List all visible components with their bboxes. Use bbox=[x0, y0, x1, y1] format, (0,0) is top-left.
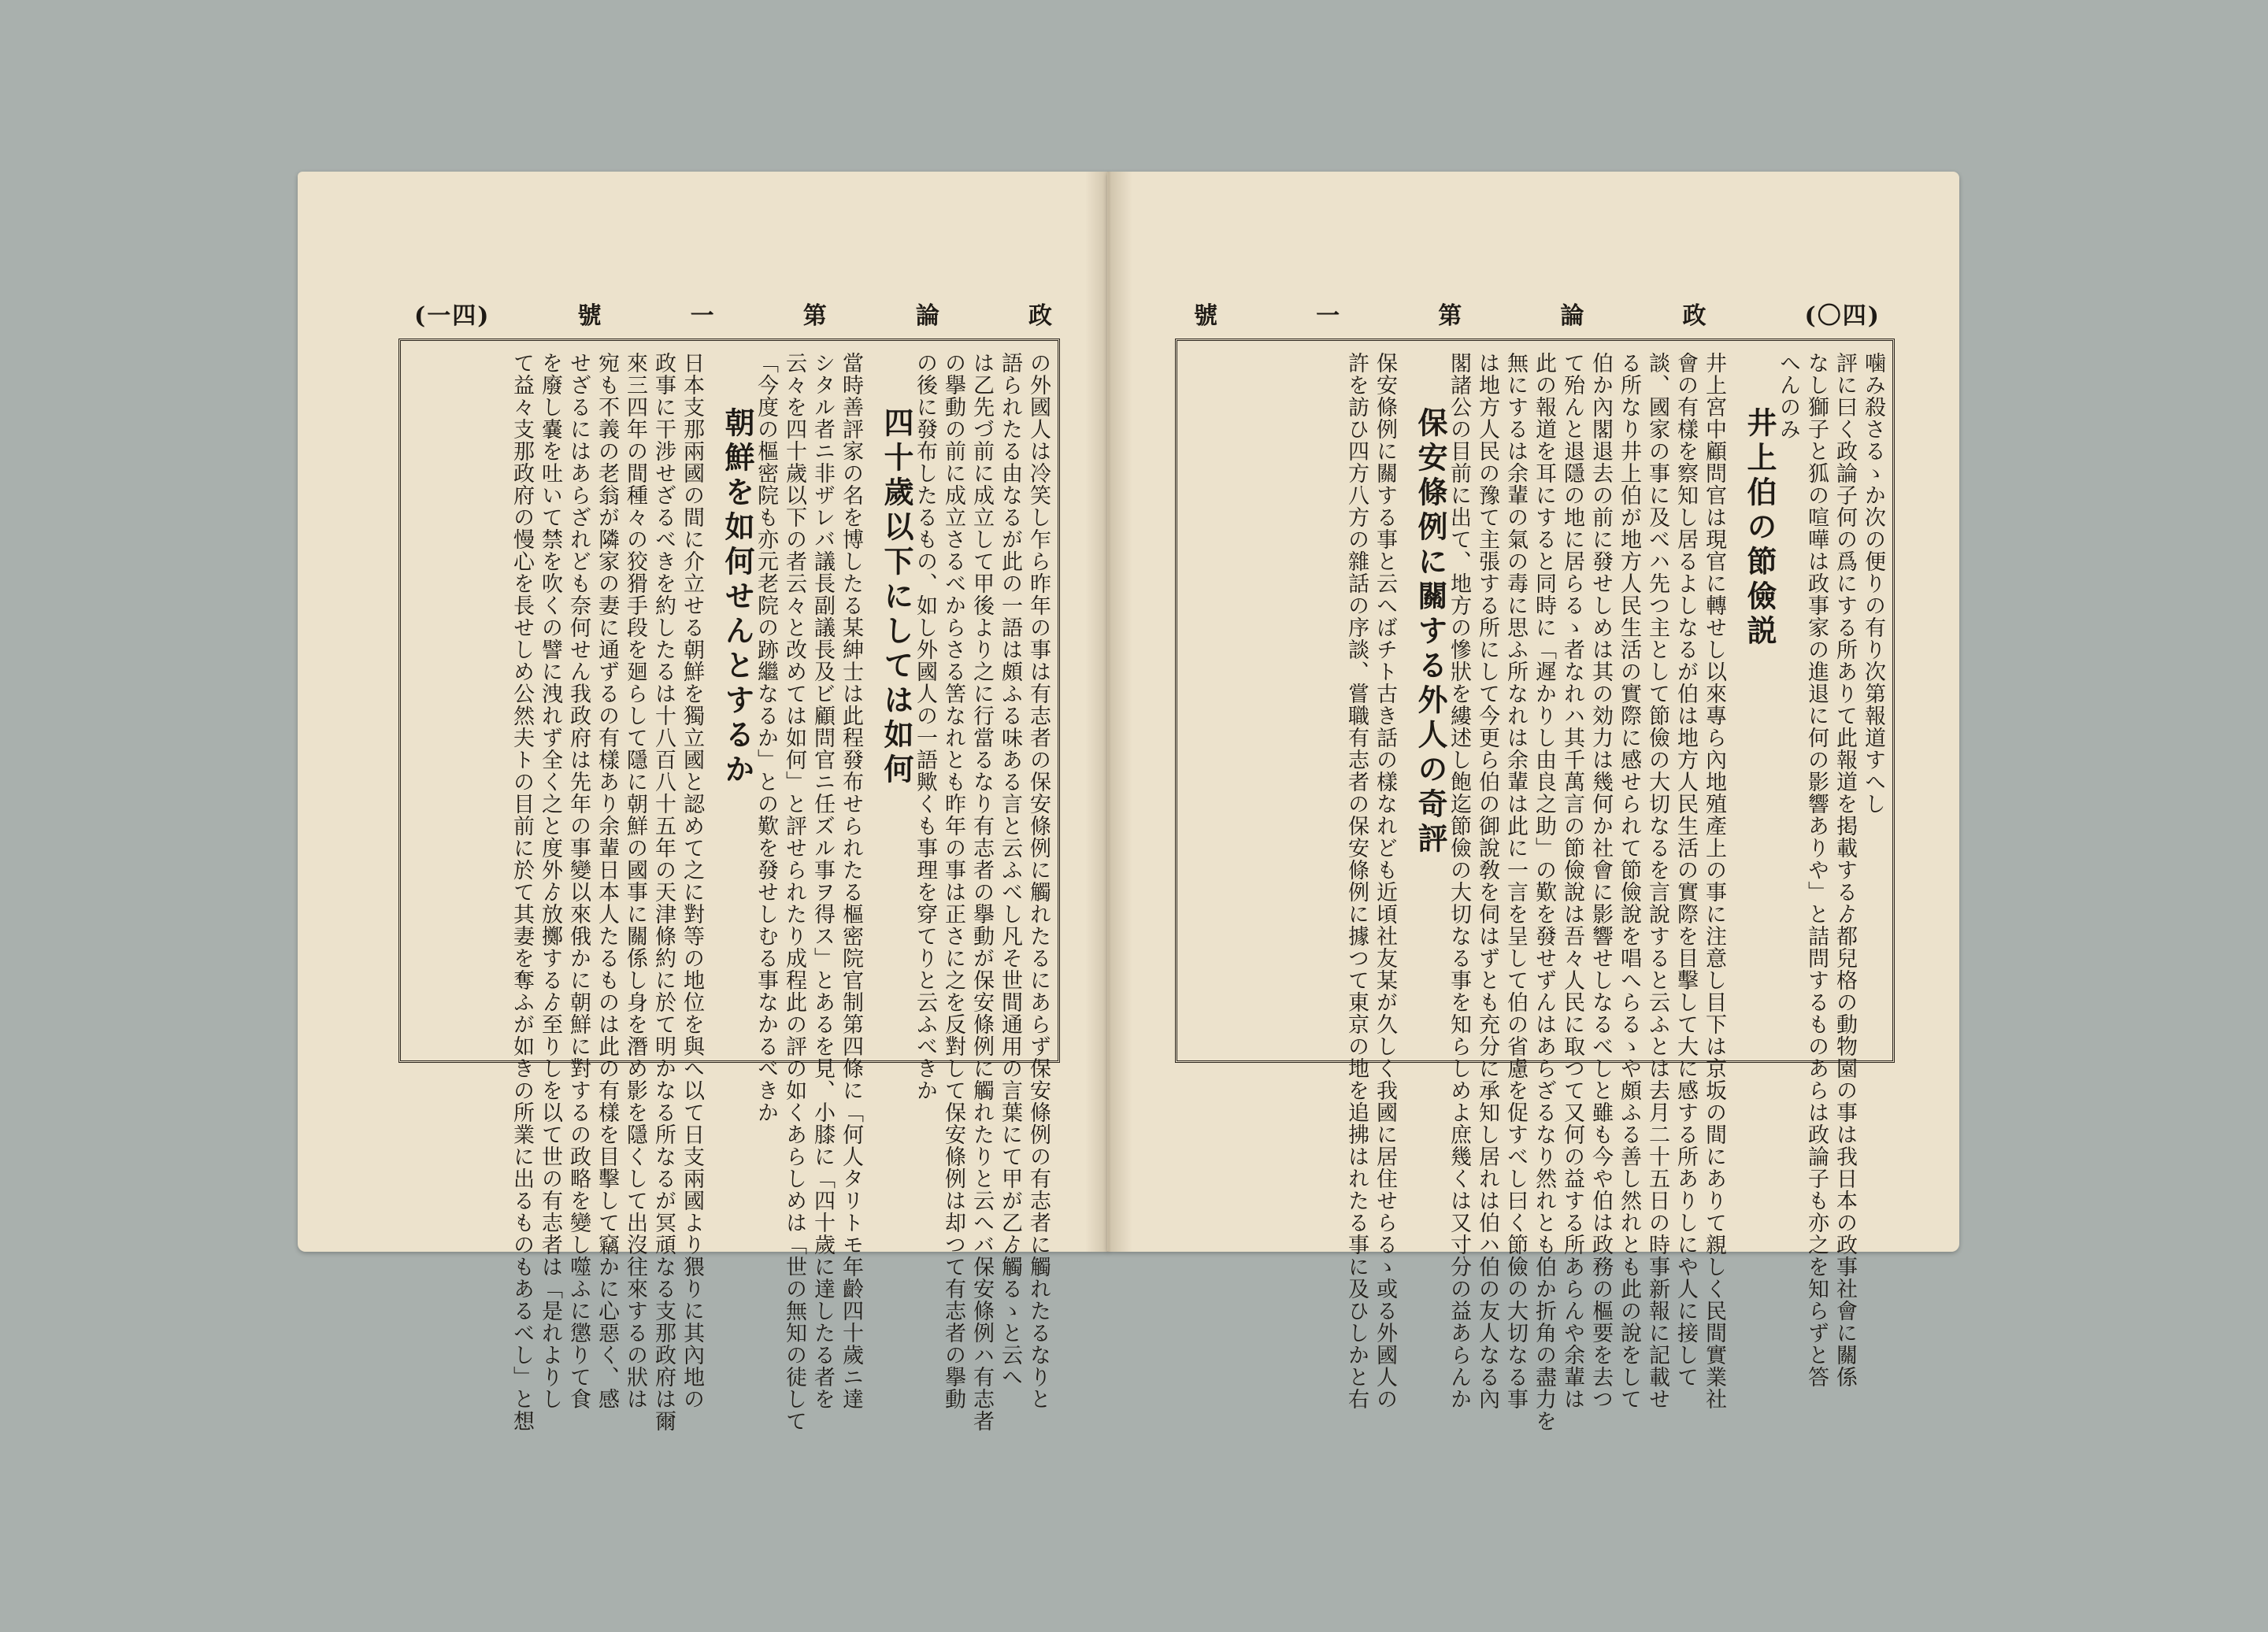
header-char: 號 bbox=[577, 302, 603, 330]
text-column: 噛み殺さるゝか次の便りの有り次第報道すへし bbox=[1861, 352, 1885, 815]
header-char: 一 bbox=[690, 302, 716, 330]
text-column: 井上宮中顧問官は現官に轉せし以來專ら內地殖產上の事に注意し目下は京坂の間にありて親しく民間實業社 bbox=[1702, 352, 1726, 1410]
header-char: 第 bbox=[802, 302, 828, 330]
text-column: なし獅子と狐の喧嘩は政事家の進退に何の影響ありや」と詰問するものあらは政論子も亦之を知らずと答 bbox=[1804, 352, 1829, 1388]
text-column: は乙先づ前に成立して甲後より之に行當るなり有志者の擧動が保安條例に觸れたりと云へバ保安條例ハ有志者 bbox=[969, 352, 994, 1432]
text-column: 無にするは余輩の氣の毒に思ふ所なれは余輩は此に一言を呈して伯の省慮を促すべし曰く節儉の大切なる事 bbox=[1503, 352, 1528, 1410]
header-char: 論 bbox=[1560, 302, 1586, 330]
text-column: 宛も不義の老翁が隣家の妻に通ずるの有樣あり余輩日本人たるものは此の有樣を目擊して竊かに心惡く、感 bbox=[595, 352, 619, 1410]
right-text-frame bbox=[1175, 339, 1895, 1432]
text-column: 「今度の樞密院も亦元老院の跡繼なるか」との歎を發せしむる事なかるべきか bbox=[754, 352, 778, 1123]
text-column: の後に發布したるもの、如し外國人の一語歟くも事理を穿てりと云ふべきか bbox=[913, 352, 937, 1101]
section-heading: 井上伯の節儉説 bbox=[1742, 407, 1777, 649]
text-column: て殆んと退隱の地に居らるゝ者なれハ其千萬言の節儉說は吾々人民に取つて又何の益する所あらんや余輩は bbox=[1560, 352, 1584, 1410]
text-column: 云々を四十歲以下の者云々と改めては如何」と評せられたり成程此の評の如くあらしめは「世の無知の徒して bbox=[782, 352, 806, 1432]
header-char: 第 bbox=[1438, 302, 1464, 330]
header-char: 號 bbox=[1194, 302, 1219, 330]
header-char: 一 bbox=[1316, 302, 1342, 330]
text-column: 語られたる由なるが此の一語は頗ふる味ある言と云ふべし凡そ世間通用の言葉にて甲が乙ゟ觸るゝと云へ bbox=[998, 352, 1022, 1388]
text-column: て益々支那政府の慢心を長せしめ公然夫トの目前に於て其妻を奪ふが如きの所業に出るものもあるべし」と想 bbox=[510, 352, 534, 1432]
section-heading: 朝鮮を如何せんとするか bbox=[720, 407, 755, 788]
text-column: る所なり井上伯が地方人民生活の實際に感せられて節儉說を唱へらるゝや頗ふる善し然れとも此の說をして bbox=[1617, 352, 1641, 1410]
text-column: 伯か內閣退去の前に發せしめは其の効力は幾何か社會に影響せしなるべしと雖も今や伯は政務の樞要を去つ bbox=[1588, 352, 1613, 1410]
page-number: (〇四) bbox=[1804, 302, 1881, 330]
section-heading: 保安條例に關する外人の奇評 bbox=[1413, 407, 1448, 857]
text-column: を廢し嚢を吐いて禁を吹くの譬に洩れず全く之と度外ゟ放擲するゟ至りしを以て世の有志者は「是れよりし bbox=[538, 352, 562, 1410]
text-column: へんのみ bbox=[1776, 352, 1800, 440]
header-char: 政 bbox=[1682, 302, 1708, 330]
text-column: 評に曰く政論子何の爲にする所ありて此報道を掲載するゟ都兒格の動物園の事は我日本の政事社會に關係 bbox=[1833, 352, 1857, 1388]
text-column: シタル者ニ非ザレバ議長副議長及ビ顧問官ニ任ズル事ヲ得ス」とあるを見、小膝に「四十歲に達したる者を bbox=[810, 352, 835, 1410]
right-page bbox=[1107, 172, 1959, 1432]
header-char: 論 bbox=[915, 302, 941, 330]
right-page-header bbox=[1194, 298, 1881, 329]
text-column: せざるにはあらざれども奈何せん我政府は先年の事變以來俄かに朝鮮に對するの政略を變し噬ふに懲りて食 bbox=[566, 352, 591, 1410]
left-text-columns bbox=[407, 352, 1051, 1432]
text-column: の擧動の前に成立さるべからさる筈なれとも昨年の事は正さに之を反對して保安條例は却つて有志者の擧動 bbox=[941, 352, 965, 1410]
left-page bbox=[298, 172, 1109, 1432]
open-book-spread bbox=[298, 172, 1959, 1432]
text-column: の外國人は冷笑し乍ら昨年の事は有志者の保安條例に觸れたるにあらず保安條例の有志者に觸れたるなりと bbox=[1026, 352, 1051, 1410]
right-text-columns bbox=[1184, 352, 1886, 1432]
text-column: 日本支那兩國の間に介立せる朝鮮を獨立國と認めて之に對等の地位を與へ以て日支兩國より猥りに其內地の bbox=[680, 352, 704, 1410]
text-column: 會の有樣を察知し居るよしなるが伯は地方人民生活の實際を目擊して大に感する所ありしにや人に接して bbox=[1673, 352, 1698, 1388]
text-column: 閣諸公の目前に出て、地方の慘狀を縷述し飽迄節儉の大切なる事を知らしめよ庶幾くは又寸分の益あらんか bbox=[1447, 352, 1471, 1410]
left-text-frame bbox=[398, 339, 1060, 1432]
text-column: 來三四年の間種々の狡猾手段を廻らして隱に朝鮮の國事に關係し身を潛め影を隱くして出沒往來するの狀は bbox=[623, 352, 647, 1410]
text-column: 此の報道を耳にすると同時に「遲かりし由良之助」の歎を發せずんはあらざるなり然れとも伯か折角の盡力を bbox=[1532, 352, 1556, 1432]
text-column: 談、國家の事に及べハ先つ主として節儉の大切なるを言說すると云ふとは去月二十五日の時事新報に記載せ bbox=[1645, 352, 1670, 1410]
text-column: 許を訪ひ四方八方の雜話の序談、嘗職有志者の保安條例に據つて東京の地を追拂はれたる事に及ひしかと右 bbox=[1344, 352, 1369, 1410]
text-column: 政事に干涉せざるべきを約したるは十八百八十五年の天津條約に於て明かなる所なるが冥頑なる支那政府は爾 bbox=[651, 352, 676, 1432]
page-number: (一四) bbox=[414, 302, 491, 330]
left-page-header bbox=[414, 298, 1054, 329]
text-column: は地方人民の豫て主張する所にして今更ら伯の御說敎を伺はずとも充分に承知し居れは伯ハ伯の友人なる內 bbox=[1475, 352, 1499, 1410]
text-column: 當時善評家の名を博したる某紳士は此程發布せられたる樞密院官制第四條に「何人タリトモ年齡四十歲ニ達 bbox=[839, 352, 863, 1410]
text-column: 保安條例に關する事と云へばチト古き話の樣なれども近頃社友某が久しく我國に居住せらるゝ或る外國人の bbox=[1373, 352, 1397, 1410]
header-char: 政 bbox=[1028, 302, 1054, 330]
section-heading: 四十歲以下にしては如何 bbox=[879, 407, 914, 788]
